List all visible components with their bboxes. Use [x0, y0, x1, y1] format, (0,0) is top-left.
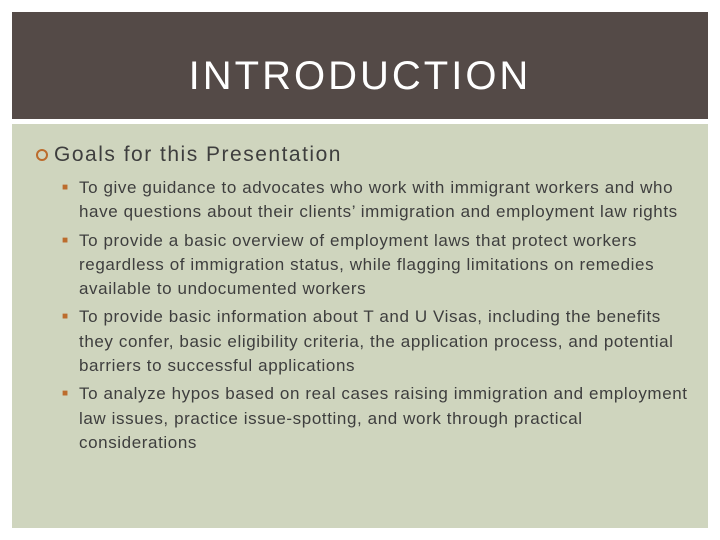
- list-item-text: To give guidance to advocates who work with immigrant workers and who have questions about their clients’ immigration and employment law rights: [79, 178, 678, 222]
- list-item: [60, 229, 690, 302]
- title-bar: [12, 12, 708, 119]
- square-bullet-icon: ■: [62, 182, 69, 193]
- goals-heading: [36, 143, 342, 167]
- list-item: [60, 176, 690, 225]
- list-item-text: To provide a basic overview of employment laws that protect workers regardless of immigration status, while flagging limitations on remedies available to undocumented workers: [79, 230, 655, 299]
- circle-bullet-icon: [36, 149, 48, 161]
- list-item-text: To analyze hypos based on real cases raising immigration and employment law issues, practice issue-spotting, and work through practical considerations: [79, 384, 688, 452]
- goals-heading-text: Goals for this Presentation: [54, 143, 342, 166]
- list-item: [60, 382, 690, 455]
- square-bullet-icon: ■: [62, 234, 69, 246]
- square-bullet-icon: ■: [62, 311, 69, 323]
- slide-title: INTRODUCTION: [188, 54, 532, 98]
- list-item: [60, 305, 690, 378]
- goals-list: [60, 176, 690, 459]
- square-bullet-icon: ■: [62, 388, 69, 400]
- list-item-text: To provide basic information about T and U Visas, including the benefits they confer, basic eligibility criteria, the application process, and potential barriers to successful applications: [79, 307, 674, 376]
